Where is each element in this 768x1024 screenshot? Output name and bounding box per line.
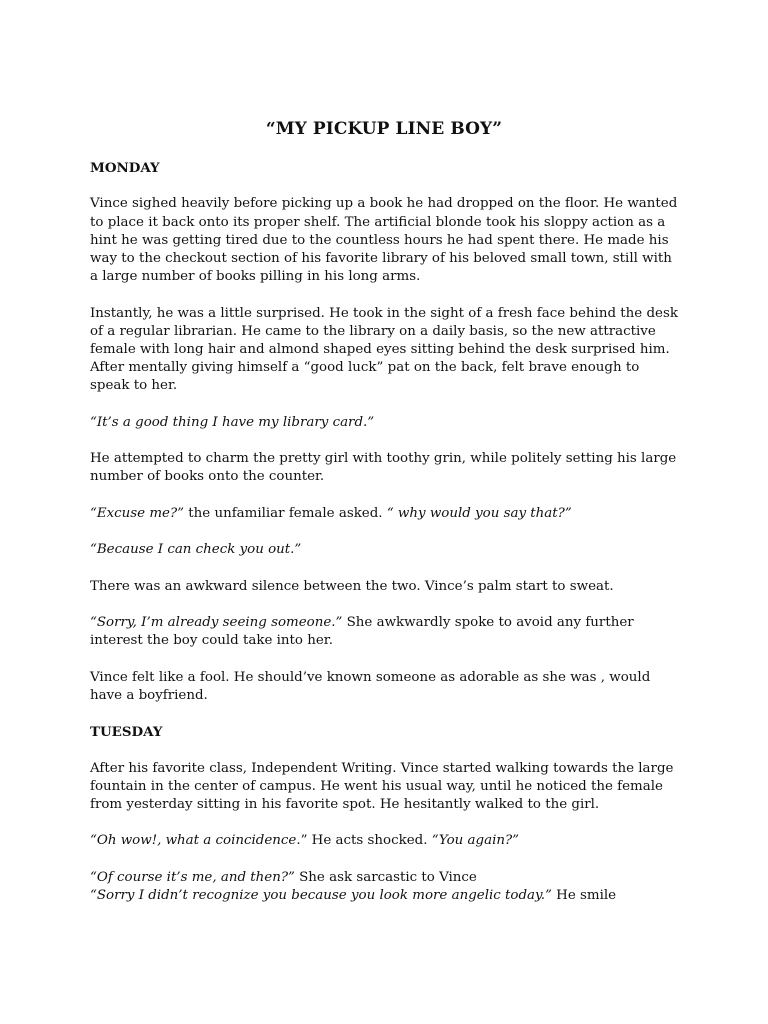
narration: He smile bbox=[551, 887, 617, 903]
dialogue-quote: “It’s a good thing I have my library card.” bbox=[90, 414, 375, 430]
story-body bbox=[90, 159, 680, 923]
dialogue-quote: “Oh wow!, what a coincidence bbox=[90, 833, 297, 849]
narration: the unfamiliar female asked. bbox=[184, 505, 387, 521]
dialogue-quote: “Sorry I didn’t recognize you because you look more angelic today.” bbox=[90, 887, 552, 903]
paragraph: After his favorite class, Independent Writing. Vince started walking towards the large fountain in the center of campus. He went his usual way, until he noticed the female from yesterday sitting in his favorite spot. He hesitantly walked to the girl. bbox=[90, 760, 674, 812]
dialogue-quote: “Because I can check you out.” bbox=[90, 542, 302, 558]
paragraph: Vince sighed heavily before picking up a book he had dropped on the floor. He wanted to place it back onto its proper shelf. The artificial blonde took his sloppy action as a hint he was getting tired due to the countless hours he had spent there. He made his way to the checkout section of his favorite library of his beloved small town, still with a large number of books pilling in his long arms. bbox=[90, 196, 678, 285]
dialogue-quote: “You again?” bbox=[431, 833, 520, 849]
paragraph: Vince felt like a fool. He should’ve known someone as adorable as she was , would have a boyfriend. bbox=[90, 669, 651, 703]
dialogue-line bbox=[90, 505, 680, 523]
paragraph: Instantly, he was a little surprised. He took in the sight of a fresh face behind the desk of a regular librarian. He came to the library on a daily basis, so the new attractive female with long hair and almond shaped eyes sitting behind the desk surprised him. After mentally giving himself a “good luck” pat on the back, felt brave enough to speak to her. bbox=[90, 305, 678, 394]
dialogue-line bbox=[90, 541, 680, 559]
dialogue-line bbox=[90, 614, 680, 650]
section-heading-tuesday: TUESDAY bbox=[90, 724, 163, 741]
narration: She awkwardly spoke to avoid any further interest the boy could take into her. bbox=[90, 614, 634, 649]
dialogue-quote: “Excuse me?” bbox=[90, 505, 184, 521]
dialogue-quote: “Of course it’s me, and then?” bbox=[90, 869, 295, 885]
dialogue-line bbox=[90, 832, 680, 850]
dialogue-quote: “ why would you say that?” bbox=[386, 505, 572, 521]
story-title: “MY PICKUP LINE BOY” bbox=[265, 119, 503, 139]
dialogue-line bbox=[90, 869, 680, 887]
dialogue-line bbox=[90, 414, 680, 432]
narration: .” He acts shocked. bbox=[296, 833, 432, 849]
paragraph: He attempted to charm the pretty girl with toothy grin, while politely setting his large number of books onto the counter. bbox=[90, 451, 677, 485]
dialogue-quote: “Sorry, I’m already seeing someone.” bbox=[90, 614, 343, 630]
paragraph: There was an awkward silence between the two. Vince’s palm start to sweat. bbox=[90, 578, 614, 594]
section-heading-monday: MONDAY bbox=[90, 160, 160, 176]
dialogue-line bbox=[90, 887, 680, 905]
narration: She ask sarcastic to Vince bbox=[294, 869, 477, 885]
